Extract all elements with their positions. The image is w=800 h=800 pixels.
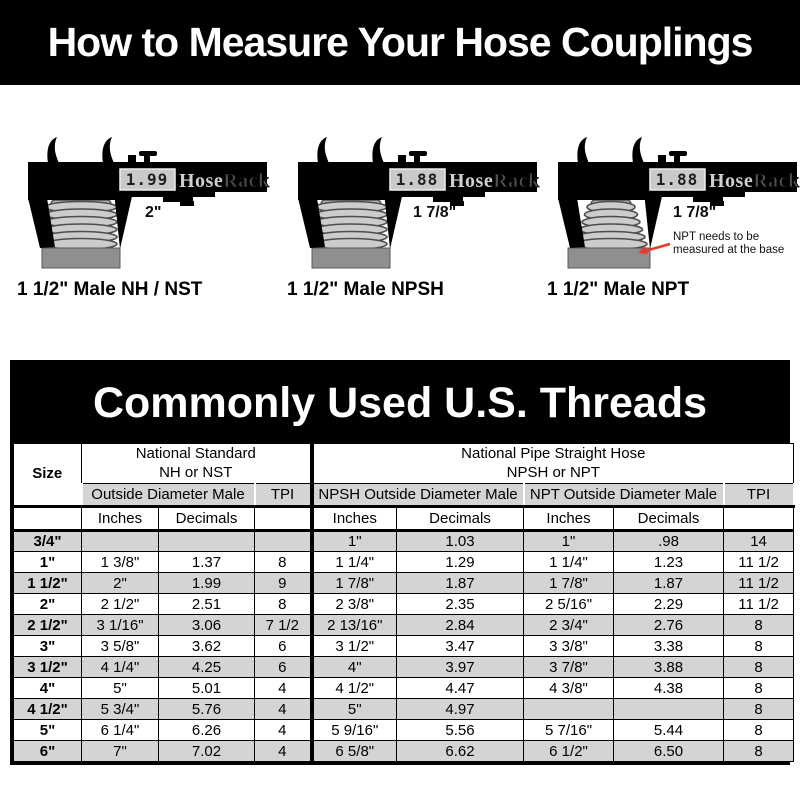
value-cell: 1.99 — [159, 573, 255, 594]
value-cell: 4 — [255, 678, 312, 699]
thread-coupling — [45, 200, 117, 250]
col-group-national-pipe: National Pipe Straight Hose NPSH or NPT — [312, 444, 794, 484]
caliper-reading: 1.99 — [125, 170, 169, 189]
value-cell: 5 3/4" — [82, 699, 159, 720]
size-cell: 3" — [14, 636, 82, 657]
value-cell: 6.26 — [159, 720, 255, 741]
value-cell: 2 13/16" — [312, 615, 397, 636]
value-cell: 5.56 — [397, 720, 524, 741]
threads-table-body — [14, 531, 794, 762]
coupling-base — [312, 248, 390, 268]
col-header-blank — [255, 507, 312, 531]
measurement-label: 1 7/8" — [673, 204, 717, 221]
value-cell — [614, 699, 724, 720]
value-cell: 6.50 — [614, 741, 724, 762]
caliper-figure-nh-nst — [17, 136, 269, 301]
value-cell: 8 — [724, 678, 794, 699]
value-cell: 1" — [312, 531, 397, 552]
value-cell: 3 7/8" — [524, 657, 614, 678]
caliper-prong-right-icon — [372, 137, 384, 163]
size-cell: 4" — [14, 678, 82, 699]
value-cell: 5.44 — [614, 720, 724, 741]
caliper-prong-left-icon — [577, 137, 589, 163]
value-cell: 7.02 — [159, 741, 255, 762]
value-cell: 1.23 — [614, 552, 724, 573]
table-row — [14, 741, 794, 762]
value-cell: 4 1/4" — [82, 657, 159, 678]
col-header-np-tpi: TPI — [724, 484, 794, 507]
value-cell: 4 3/8" — [524, 678, 614, 699]
coupling-base — [42, 248, 120, 268]
value-cell: 1 3/8" — [82, 552, 159, 573]
value-cell: 5" — [82, 678, 159, 699]
value-cell: 2 5/16" — [524, 594, 614, 615]
value-cell: 2" — [82, 573, 159, 594]
size-cell: 5" — [14, 720, 82, 741]
table-row — [14, 615, 794, 636]
value-cell: 2.35 — [397, 594, 524, 615]
value-cell: 5" — [312, 699, 397, 720]
size-cell: 1" — [14, 552, 82, 573]
value-cell: 3.88 — [614, 657, 724, 678]
value-cell: 11 1/2 — [724, 594, 794, 615]
col-header-npsh-decimals: Decimals — [397, 507, 524, 531]
value-cell: 6 1/2" — [524, 741, 614, 762]
value-cell: 4 — [255, 720, 312, 741]
value-cell — [524, 699, 614, 720]
value-cell: 1.03 — [397, 531, 524, 552]
size-cell: 2 1/2" — [14, 615, 82, 636]
value-cell: 3.62 — [159, 636, 255, 657]
thumbscrew-icon — [139, 151, 157, 156]
value-cell: 2.29 — [614, 594, 724, 615]
table-row — [14, 636, 794, 657]
annotation-text-line2: measured at the base — [673, 244, 785, 256]
value-cell: 3 5/8" — [82, 636, 159, 657]
col-header-nh-tpi: TPI — [255, 484, 312, 507]
caliper-reading: 1.88 — [655, 170, 699, 189]
caliper-prong-left-icon — [317, 137, 329, 163]
value-cell: 2.84 — [397, 615, 524, 636]
value-cell: 8 — [724, 699, 794, 720]
value-cell: 9 — [255, 573, 312, 594]
caliper-figure-npsh — [287, 136, 539, 301]
value-cell: 3.06 — [159, 615, 255, 636]
col-header-npsh-od-male: NPSH Outside Diameter Male — [312, 484, 524, 507]
table-row — [14, 678, 794, 699]
value-cell — [255, 531, 312, 552]
table-row — [14, 594, 794, 615]
value-cell: 1 1/4" — [524, 552, 614, 573]
value-cell — [159, 531, 255, 552]
col-header-nh-decimals: Decimals — [159, 507, 255, 531]
size-cell: 1 1/2" — [14, 573, 82, 594]
npt-annotation — [638, 231, 784, 256]
value-cell: 8 — [255, 552, 312, 573]
table-title: Commonly Used U.S. Threads — [92, 378, 708, 427]
value-cell: 3 3/8" — [524, 636, 614, 657]
annotation-text-line1: NPT needs to be — [673, 231, 760, 243]
value-cell: 2 3/4" — [524, 615, 614, 636]
caliper-reading: 1.88 — [395, 170, 439, 189]
thumbscrew-icon — [669, 151, 687, 156]
value-cell: 8 — [724, 720, 794, 741]
measurement-label: 2" — [145, 204, 162, 221]
value-cell: 11 1/2 — [724, 552, 794, 573]
col-header-nh-inches: Inches — [82, 507, 159, 531]
value-cell: 4 — [255, 699, 312, 720]
thumbscrew-icon — [409, 151, 427, 156]
table-row — [14, 699, 794, 720]
value-cell: 3.97 — [397, 657, 524, 678]
caliper-prong-left-icon — [47, 137, 59, 163]
value-cell: 4.38 — [614, 678, 724, 699]
value-cell: 1.87 — [614, 573, 724, 594]
threads-table — [13, 443, 795, 762]
value-cell: 4 1/2" — [312, 678, 397, 699]
value-cell: 5 9/16" — [312, 720, 397, 741]
caliper-figure-npt — [547, 136, 799, 301]
figure-caption: 1 1/2" Male NH / NST — [17, 279, 203, 300]
value-cell: 3.38 — [614, 636, 724, 657]
size-cell: 4 1/2" — [14, 699, 82, 720]
value-cell: 4.25 — [159, 657, 255, 678]
size-cell: 3/4" — [14, 531, 82, 552]
value-cell: 7 1/2 — [255, 615, 312, 636]
value-cell: 6.62 — [397, 741, 524, 762]
measurement-label: 1 7/8" — [413, 204, 457, 221]
value-cell: 1 1/4" — [312, 552, 397, 573]
value-cell: 7" — [82, 741, 159, 762]
brand-logo: HoseRack — [449, 170, 540, 192]
table-row — [14, 531, 794, 552]
col-header-blank — [724, 507, 794, 531]
col-header-npt-od-male: NPT Outside Diameter Male — [524, 484, 724, 507]
value-cell: 4.47 — [397, 678, 524, 699]
figure-caption: 1 1/2" Male NPT — [547, 279, 690, 300]
caliper-illustration — [555, 136, 800, 276]
value-cell: 6 — [255, 657, 312, 678]
value-cell: 8 — [724, 657, 794, 678]
value-cell: 1.29 — [397, 552, 524, 573]
caliper-illustration — [25, 136, 275, 276]
table-row — [14, 657, 794, 678]
table-row — [14, 720, 794, 741]
col-header-nh-od-male: Outside Diameter Male — [82, 484, 255, 507]
value-cell: 5.76 — [159, 699, 255, 720]
col-header-blank — [14, 507, 82, 531]
value-cell: 14 — [724, 531, 794, 552]
caliper-jaw-left — [558, 198, 585, 248]
value-cell: 8 — [724, 636, 794, 657]
caliper-illustration — [295, 136, 545, 276]
value-cell: 3 1/2" — [312, 636, 397, 657]
value-cell: 5 7/16" — [524, 720, 614, 741]
value-cell: 2.76 — [614, 615, 724, 636]
col-group-national-standard: National Standard NH or NST — [82, 444, 312, 484]
value-cell: 5.01 — [159, 678, 255, 699]
value-cell: 4 — [255, 741, 312, 762]
col-header-npt-inches: Inches — [524, 507, 614, 531]
caliper-prong-right-icon — [102, 137, 114, 163]
value-cell — [82, 531, 159, 552]
value-cell: 2.51 — [159, 594, 255, 615]
value-cell: 1 7/8" — [524, 573, 614, 594]
thread-coupling — [315, 200, 387, 250]
value-cell: 6 5/8" — [312, 741, 397, 762]
value-cell: 8 — [724, 741, 794, 762]
value-cell: 3.47 — [397, 636, 524, 657]
coupling-base — [568, 248, 650, 268]
size-cell: 3 1/2" — [14, 657, 82, 678]
page-header — [0, 0, 800, 85]
value-cell: 4" — [312, 657, 397, 678]
value-cell: 4.97 — [397, 699, 524, 720]
table-row — [14, 552, 794, 573]
value-cell: 1.37 — [159, 552, 255, 573]
size-cell: 2" — [14, 594, 82, 615]
brand-logo: HoseRack — [179, 170, 270, 192]
brand-logo: HoseRack — [709, 170, 800, 192]
value-cell: 1.87 — [397, 573, 524, 594]
col-header-npt-decimals: Decimals — [614, 507, 724, 531]
value-cell: 8 — [724, 615, 794, 636]
col-header-size: Size — [14, 444, 82, 507]
threads-table-section — [10, 360, 790, 765]
table-row — [14, 573, 794, 594]
value-cell: 2 1/2" — [82, 594, 159, 615]
value-cell: 1 7/8" — [312, 573, 397, 594]
figure-caption: 1 1/2" Male NPSH — [287, 279, 444, 300]
value-cell: 6 1/4" — [82, 720, 159, 741]
table-banner — [13, 363, 787, 443]
value-cell: 1" — [524, 531, 614, 552]
col-header-npsh-inches: Inches — [312, 507, 397, 531]
caliper-prong-right-icon — [632, 137, 644, 163]
thread-coupling-tapered — [575, 200, 647, 250]
size-cell: 6" — [14, 741, 82, 762]
value-cell: 3 1/16" — [82, 615, 159, 636]
value-cell: 8 — [255, 594, 312, 615]
value-cell: 6 — [255, 636, 312, 657]
value-cell: 11 1/2 — [724, 573, 794, 594]
value-cell: .98 — [614, 531, 724, 552]
page-title: How to Measure Your Hose Couplings — [47, 19, 753, 65]
caliper-jaw-right — [644, 192, 663, 249]
value-cell: 2 3/8" — [312, 594, 397, 615]
